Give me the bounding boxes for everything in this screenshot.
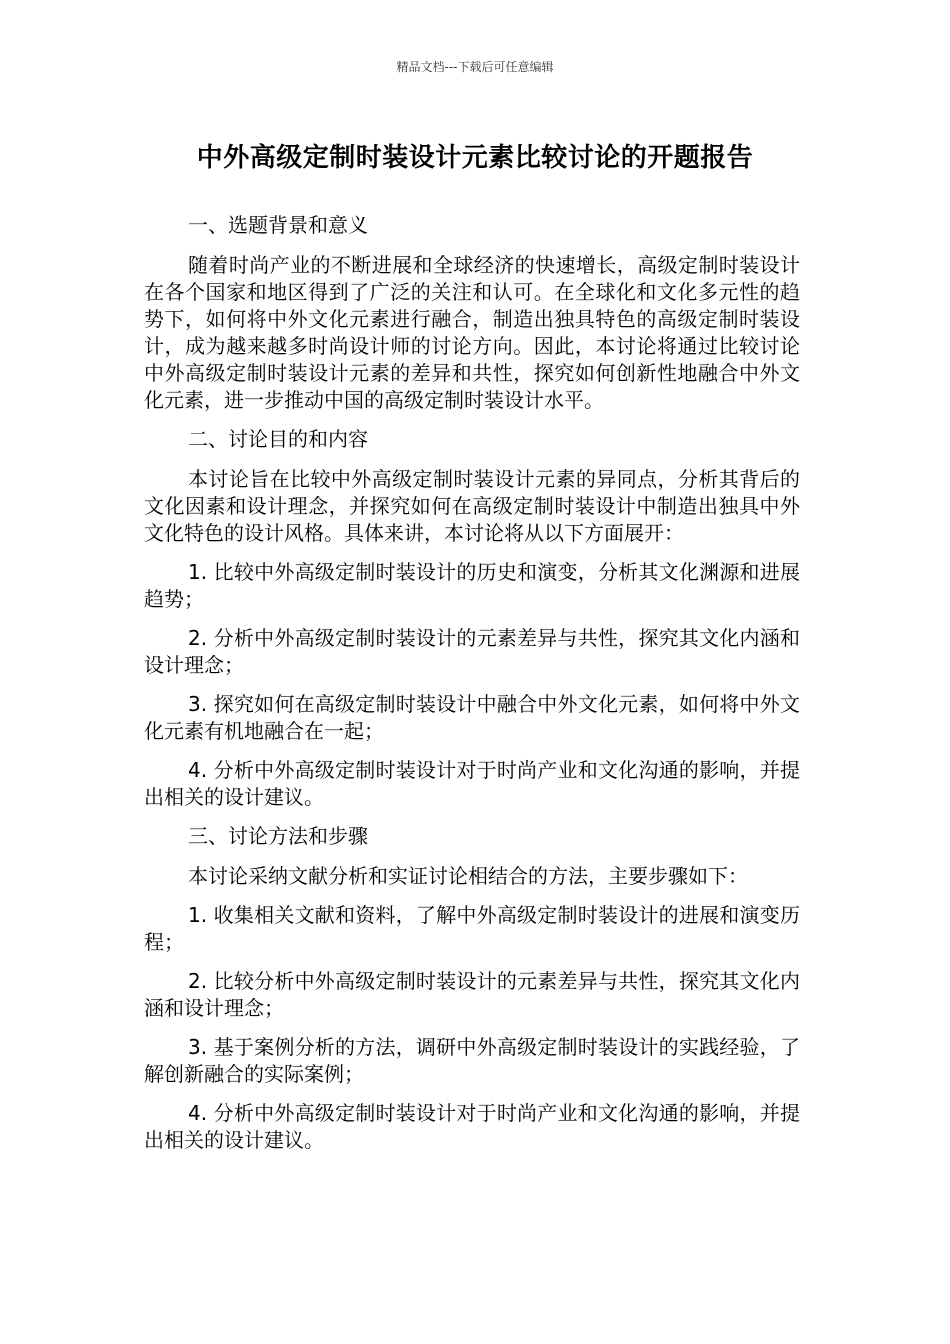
document-title: 中外高级定制时装设计元素比较讨论的开题报告: [196, 143, 754, 173]
list-item-method-1: 1. 收集相关文献和资料，了解中外高级定制时装设计的进展和演变历程；: [144, 903, 800, 954]
list-item-purpose-1: 1. 比较中外高级定制时装设计的历史和演变，分析其文化渊源和进展趋势；: [144, 560, 800, 611]
paragraph-purpose: 本讨论旨在比较中外高级定制时装设计元素的异同点，分析其背后的文化因素和设计理念，并探究如何在高级定制时装设计中制造出独具中外文化特色的设计风格。具体来讲，本讨论将从以下方面展开：: [144, 467, 800, 545]
header-note: 精品文档---下载后可任意编辑: [396, 60, 554, 74]
section-heading-background: 一、选题背景和意义: [188, 213, 368, 237]
list-item-purpose-3: 3. 探究如何在高级定制时装设计中融合中外文化元素，如何将中外文化元素有机地融合在一起；: [144, 692, 800, 743]
list-item-purpose-2: 2. 分析中外高级定制时装设计的元素差异与共性，探究其文化内涵和设计理念；: [144, 626, 800, 677]
paragraph-background: 随着时尚产业的不断进展和全球经济的快速增长，高级定制时装设计在各个国家和地区得到了广泛的关注和认可。在全球化和文化多元性的趋势下，如何将中外文化元素进行融合，制造出独具特色的高级定制时装设计，成为越来越多时尚设计师的讨论方向。因此，本讨论将通过比较讨论中外高级定制时装设计元素的差异和共性，探究如何创新性地融合中外文化元素，进一步推动中国的高级定制时装设计水平。: [144, 253, 800, 412]
section-heading-purpose: 二、讨论目的和内容: [188, 427, 368, 451]
paragraph-method: 本讨论采纳文献分析和实证讨论相结合的方法，主要步骤如下：: [188, 864, 748, 888]
document-body: [144, 212, 800, 1166]
list-item-method-2: 2. 比较分析中外高级定制时装设计的元素差异与共性，探究其文化内涵和设计理念；: [144, 969, 800, 1020]
list-item-purpose-4: 4. 分析中外高级定制时装设计对于时尚产业和文化沟通的影响，并提出相关的设计建议。: [144, 758, 800, 809]
list-item-method-4: 4. 分析中外高级定制时装设计对于时尚产业和文化沟通的影响，并提出相关的设计建议。: [144, 1101, 800, 1152]
section-heading-method: 三、讨论方法和步骤: [188, 824, 368, 848]
list-item-method-3: 3. 基于案例分析的方法，调研中外高级定制时装设计的实践经验，了解创新融合的实际案例；: [144, 1035, 800, 1086]
